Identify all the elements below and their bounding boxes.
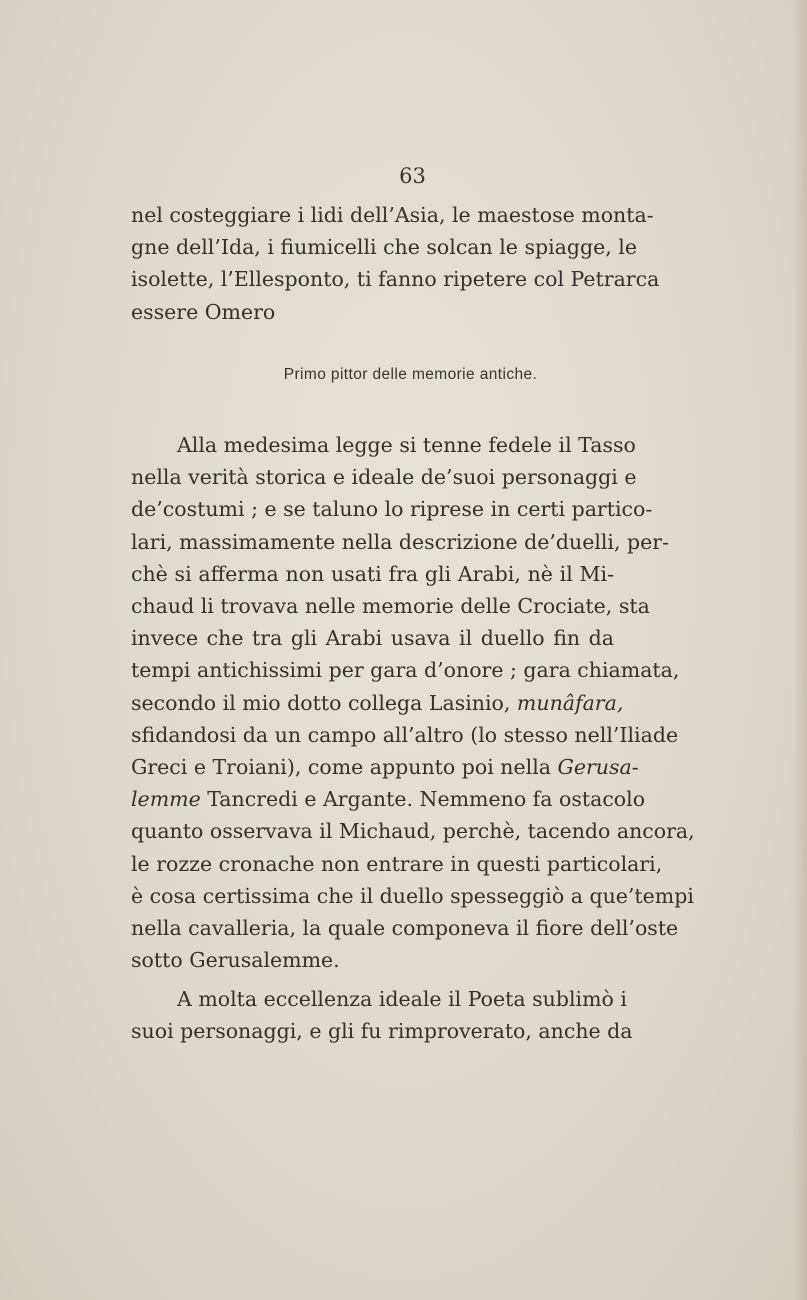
text-line: le rozze cronache non entrare in questi particolari,: [131, 851, 663, 876]
italic-title: Gerusa-: [557, 755, 639, 780]
text-line: sotto Gerusalemme.: [131, 948, 340, 973]
text-line: suoi personaggi, e gli fu rimproverato, anche da: [131, 1019, 633, 1044]
paragraph-3: [131, 983, 633, 1047]
text-segment: Greci e Troiani), come appunto poi nella: [131, 755, 558, 780]
text-segment: secondo il mio dotto collega Lasinio,: [131, 690, 517, 715]
page-edge-shadow: [793, 0, 807, 1300]
text-line: nella verità storica e ideale de’suoi personaggi e: [131, 465, 637, 490]
text-line: isolette, l’Ellesponto, ti fanno ripetere col Petrarca: [131, 267, 660, 292]
text-line: sfidandosi da un campo all’altro (lo stesso nell’Iliade: [131, 722, 679, 747]
text-line: nel costeggiare i lidi dell’Asia, le maestose monta-: [131, 203, 654, 227]
italic-term: munâfara,: [516, 690, 624, 715]
italic-title: lemme: [131, 787, 201, 812]
text-line: invece che tra gli Arabi usava il duello fin da: [131, 626, 614, 651]
text-line: essere Omero: [131, 299, 276, 324]
text-line: Alla medesima legge si tenne fedele il Tasso: [177, 433, 636, 457]
text-line: lari, massimamente nella descrizione de’duelli, per-: [131, 529, 670, 554]
paragraph-2: [131, 429, 695, 976]
text-line: chè si afferma non usati fra gli Arabi, nè il Mi-: [131, 561, 614, 586]
text-line: de’costumi ; e se taluno lo riprese in certi partico-: [131, 497, 653, 522]
text-line: gne dell’Ida, i fiumicelli che solcan le spiagge, le: [131, 235, 637, 260]
text-line: [131, 751, 639, 783]
text-line: tempi antichissimi per gara d’onore ; gara chiamata,: [131, 658, 680, 683]
text-line: nella cavalleria, la quale componeva il fiore dell’oste: [131, 916, 679, 941]
text-line: A molta eccellenza ideale il Poeta sublimò i: [177, 987, 627, 1011]
text-line: quanto osservava il Michaud, perchè, tacendo ancora,: [131, 819, 695, 844]
text-line: è cosa certissima che il duello spesseggiò a que’tempi: [131, 883, 694, 908]
text-line: chaud li trovava nelle memorie delle Crociate, sta: [131, 594, 650, 619]
paragraph-1: [131, 199, 660, 328]
page-number: 63: [399, 164, 426, 188]
verse-quote: Primo pittor delle memorie antiche.: [283, 366, 538, 383]
text-segment: Tancredi e Argante. Nemmeno fa ostacolo: [200, 787, 646, 812]
text-line: [131, 783, 646, 815]
text-line: [131, 687, 624, 719]
